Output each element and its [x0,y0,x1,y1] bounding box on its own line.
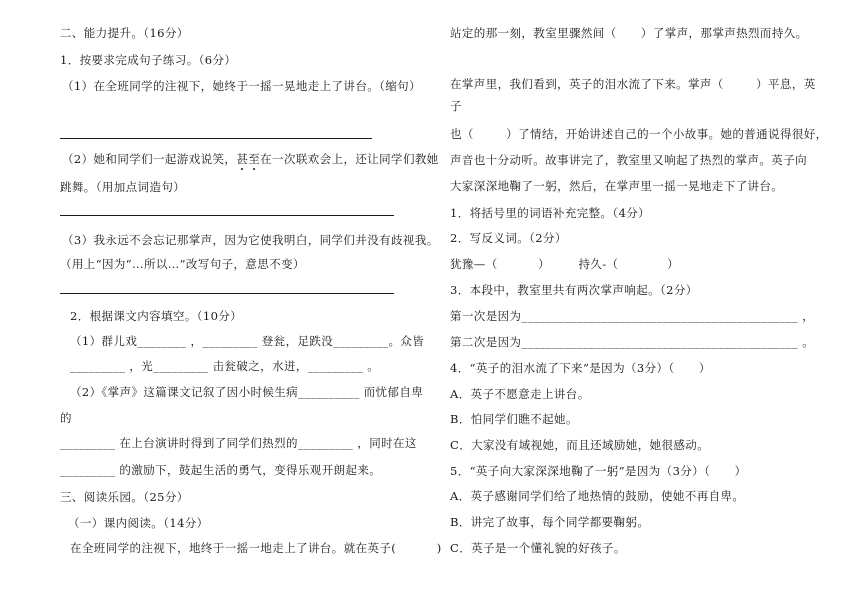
q1-3-prompt: （3）我永远不会忘记那掌声，因为它使我明白，同学们并没有歧视我。 [62,233,439,247]
reading-q5-option-b: B．讲完了故事，每个同学都要鞠躬。 [450,515,650,529]
q1-3-instruction: （用上“因为“…所以…”改写句子，意思不变） [60,257,305,271]
passage-line-1: 在全班同学的注视下，地终于一摇一地走上了讲台。就在英子( ) [70,541,442,555]
reading-q5-option-c: C．英子是一个懂礼貌的好孩子。 [450,541,626,555]
reading-q4-option-a: A．英子不愿意走上讲台。 [450,387,590,401]
reading-q3-first: 第一次是因为_____________________________________________ ， [450,309,815,323]
reading-q4-option-c: C．大家没有域视她，而且还域励她，她很感动。 [450,438,710,452]
q1-heading: 1．按要求完成句子练习。（6分） [60,53,237,67]
passage-line-4: 子 [450,99,462,113]
reading-q1: 1．将括号里的词语补充完整。（4分） [450,206,651,220]
reading-q4-option-b: B．怕同学们瞧不起她。 [450,412,578,426]
q1-2-pre: （2）她和同学们一起游戏说笑， [62,152,237,166]
q1-1-answer-line [60,138,372,139]
reading-q3-second: 第二次是因为_____________________________________________ 。 [450,335,815,349]
q2-heading: 2．根据课文内容填空。（10分） [70,309,243,323]
dotted-char-2: 至 [248,152,261,166]
q2-2-line2: 的 [60,411,72,425]
q1-2-post: 在一次联欢会上，还让同学们教她 [260,152,439,166]
reading-q5-option-a: A．英子感谢同学们给了地热情的鼓励，使她不再自卑。 [450,489,745,503]
q2-2-line3: _________ 在上台演讲时得到了同学们热烈的_________ ，同时在这 [60,436,417,450]
section3-heading: 三、阅读乐园。（25分） [60,490,189,504]
q1-1-prompt: （1）在全班同学的注视下，她终于一摇一晃地走上了讲台。（缩句） [62,79,421,93]
q1-2-answer-line [60,215,394,216]
passage-line-6: 声音也十分动听。故事讲完了，教室里又响起了热烈的掌声。英子向 [450,153,807,167]
q1-2-prompt-cont: 跳舞。（用加点词造句） [60,180,186,194]
q1-3-answer-line [60,293,394,294]
q2-2-line1: （2）《掌声》这篇课文记叙了因小时候生病__________ 而忧郁自卑 [70,385,424,399]
reading-q5: 5．“英子向大家深深地鞠了一躬”是因为（3分）（ ） [450,464,747,478]
q2-1-line2: _________ ，光_________ 击瓮破之，水迸，_________ 。 [70,359,380,373]
passage-line-5: 也（ ）了情结，开始讲述自己的一个小故事。她的普通说得很好， [450,127,828,141]
reading-q2-answers: 犹豫—（ ） 持久-（ ） [450,257,679,271]
reading-q4: 4．“英子的泪水流了下来”是因为（3分）（ ） [450,361,711,375]
reading-q2: 2．写反义词。（2分） [450,231,567,245]
dotted-char-1: 甚 [236,152,249,166]
q2-2-line4: _________ 的激励下，鼓起生活的勇气，变得乐观开朗起来。 [60,463,382,477]
q1-2-prompt [62,152,439,166]
section2-heading: 二、能力提升。（16分） [60,26,189,40]
passage-line-3: 在掌声里，我们看到，英子的泪水流了下来。掌声（ ）平息，英 [450,77,816,91]
reading-q3: 3．本段中，教室里共有两次掌声响起。（2分） [450,283,698,297]
passage-line-7: 大家深深地鞠了一躬，然后，在掌声里一摇一晃地走下了讲台。 [450,179,784,193]
passage-line-2: 站定的那一刻，教室里骤然间（ ）了掌声，那掌声热烈而持久。 [450,26,808,40]
q2-1-line1: （1）群儿戏________ ，_________ 登瓮，足跌没_________。众皆 [70,334,425,348]
part1-heading: （一）课内阅读。（14分） [68,516,209,530]
